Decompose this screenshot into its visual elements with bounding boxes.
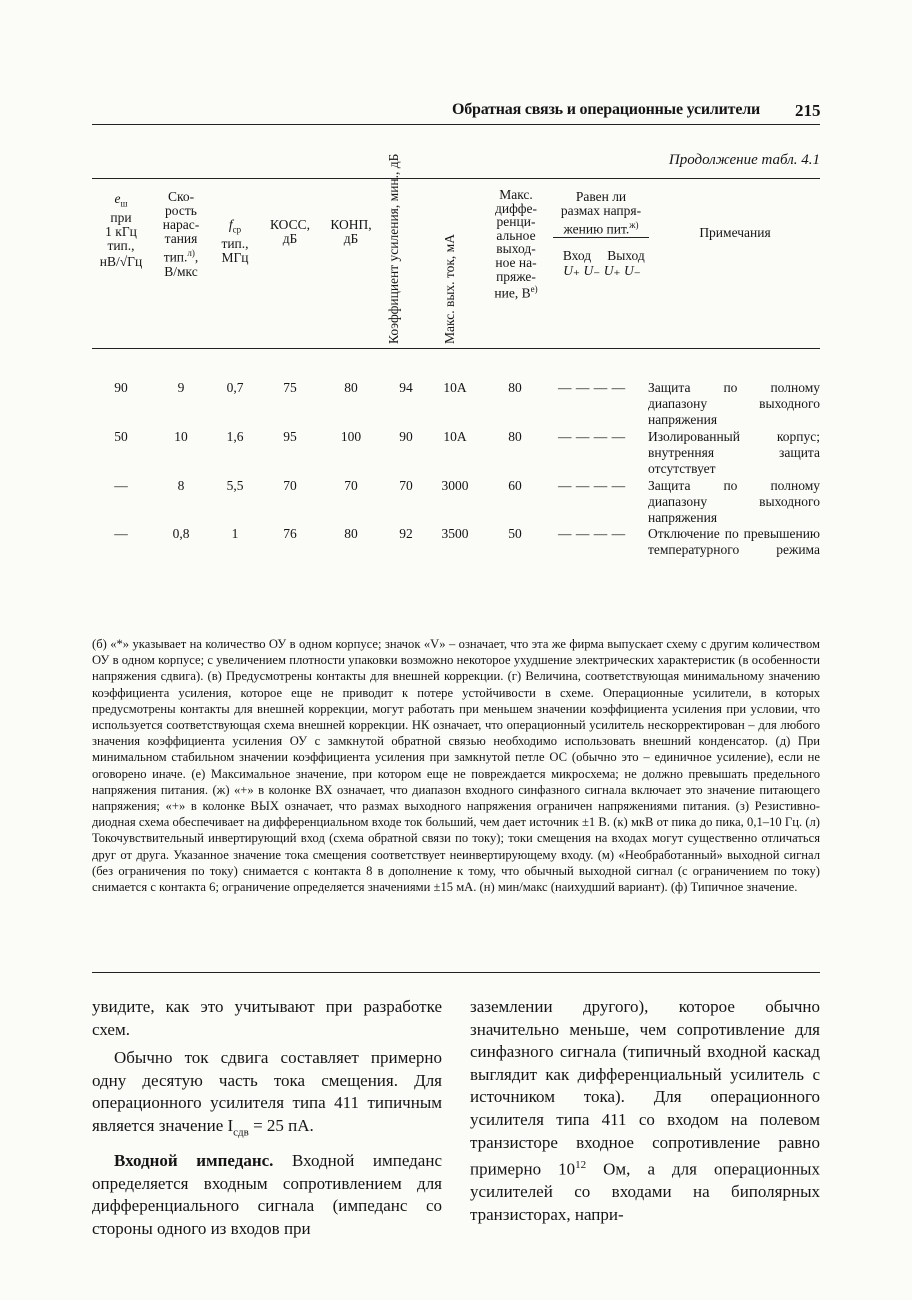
paragraph: заземлении другого), которое обычно значительно меньше, чем сопротивление для синфазного сигнала (типичный входной каскад выглядит как дифференциальный усилитель с источником тока). Для операционного усилителя типа 411 со входом на полевом транзисторе входное сопротивление равно примерно $10^{12}$ Ом, а для операционных усилителей со входами на биполярных транзисторах, напри- — [470, 997, 820, 1224]
cell-cmrr: 76 — [283, 526, 297, 541]
cell-swing: — — — — — [558, 429, 626, 444]
cell-cmrr: 70 — [283, 478, 297, 493]
paragraph: Входной импеданс. Входной импеданс определяется входным сопротивлением для дифференциального сигнала (импеданс со стороны одного из входов при — [92, 1150, 442, 1238]
cell-cmrr: 95 — [283, 429, 297, 444]
cell-psrr: 80 — [344, 380, 358, 395]
cell-cmrr: 75 — [283, 380, 297, 395]
col-notes-header: Примечания — [699, 225, 771, 240]
cell-vdiff: 80 — [508, 380, 522, 395]
cell-swing: — — — — — [558, 380, 626, 395]
body-column-left — [92, 996, 442, 1240]
paragraph: увидите, как это учитывают при разработке схем. — [92, 997, 442, 1039]
cell-slew: 0,8 — [172, 526, 190, 541]
col-iout-header: Макс. вых. ток, мА — [442, 234, 457, 344]
cell-note: Изолированный корпус; внутренняя защита отсутствует — [648, 429, 820, 477]
cell-gain: 94 — [399, 380, 413, 395]
cell-psrr: 70 — [344, 478, 358, 493]
col-fcp-header: $f_{ср}$ тип., МГц — [221, 217, 249, 265]
cell-fcp: 5,5 — [226, 478, 244, 493]
cell-note: Отключение по превышению температурного режима — [648, 526, 820, 558]
header-rule — [92, 124, 820, 125]
body-column-right — [470, 996, 820, 1227]
cell-iout: 10А — [443, 429, 467, 444]
col-swing-header: Равен ли размах напря- жению пит.$^{ж)}$ — [560, 189, 642, 237]
cell-swing: — — — — — [558, 478, 626, 493]
cell-noise: 90 — [114, 380, 128, 395]
table-continuation-caption: Продолжение табл. 4.1 — [668, 152, 820, 168]
cell-note: Защита по полному диапазону выходного напряжения — [648, 380, 820, 428]
col-cmrr-header: КОСС, дБ — [270, 217, 310, 246]
col-swing-in: Вход — [562, 248, 592, 263]
col-vdiff-header: Макс. диффе- ренци- альное выход- ное на- пряже- ние, $В^{е)}$ — [494, 187, 538, 301]
cell-vdiff: 80 — [508, 429, 522, 444]
cell-noise: — — [114, 526, 128, 541]
cell-note: Защита по полному диапазону выходного напряжения — [648, 478, 820, 526]
section-heading: Входной импеданс. — [114, 1150, 274, 1170]
cell-gain: 92 — [399, 526, 413, 541]
cell-vdiff: 50 — [508, 526, 522, 541]
cell-gain: 90 — [399, 429, 413, 444]
running-head-title: Обратная связь и операционные усилители — [452, 101, 761, 118]
table-footnotes: (б) «*» указывает на количество ОУ в одном корпусе; значок «V» – означает, что эта же фирма выпускает схему с другим количеством ОУ в одном корпусе; с увеличением плотности упаковки возможно некоторое ухудшение электрических характеристик (в особенности напряжения сдвига). (в) Предусмотрены контакты для внешней коррекции. (г) Величина, соответствующая минимальному значению коэффициента усиления, которое еще не приводит к потере устойчивости в схеме. Операционные усилители, в которых предусмотрены контакты для внешней коррекции, могут работать при меньшем значении коэффициента усиления при условии, что используется соответствующая схема внешней коррекции. НК означает, что операционный усилитель нескорректирован – для любого значения коэффициента усиления ОУ с замкнутой обратной связью необходимо использовать внешний конденсатор. (д) При минимальном стабильном значении коэффициента усиления при замкнутой петле ОС (обычно это – единичное усиление), если не оговорено иначе. (е) Максимальное значение, при котором еще не повреждается микросхема; не должно превышать предельного напряжения питания. (ж) «+» в колонке ВХ означает, что диапазон входного синфазного сигнала включает это значение питающего напряжения; «+» в колонке ВЫХ означает, что размах выходного напряжения ограничен напряжениями питания. (з) Резистивно-диодная схема обеспечивает на дифференциальном входе ток больший, чем дает источник ±1 В. (к) мкВ от пика до пика, 0,1–10 Гц. (л) Токочувствительный инвертирующий вход (схема обратной связи по току); токи смещения на входах могут существенно отличаться друг от друга. Указанное значение тока смещения соответствует неинвертирующему входу. (м) «Необработанный» выходной сигнал (без ограничения по току) снимается с контакта 8 в дополнение к тому, что обычный выходной сигнал (с ограничением по току) снимается с контакта 6; ограничение определяется значениями ±15 мА. (н) мин/макс (наихудший вариант). (ф) Типичное значение. — [92, 637, 820, 895]
cell-fcp: 1,6 — [226, 429, 244, 444]
cell-noise: — — [114, 478, 128, 493]
col-gain-header: Коэффициент усиления, мин., дБ — [386, 153, 401, 344]
footnotes-bottom-rule — [92, 972, 820, 973]
col-swing-out: Выход — [607, 248, 645, 263]
cell-fcp: 0,7 — [226, 380, 244, 395]
cell-noise: 50 — [114, 429, 128, 444]
cell-slew: 8 — [177, 478, 185, 493]
cell-fcp: 1 — [231, 526, 239, 541]
col-psrr-header: КОНП, дБ — [330, 217, 372, 246]
cell-swing: — — — — — [558, 526, 626, 541]
cell-slew: 10 — [174, 429, 188, 444]
cell-iout: 3500 — [441, 526, 469, 541]
cell-psrr: 80 — [344, 526, 358, 541]
paragraph: Обычно ток сдвига составляет примерно одну десятую часть тока смещения. Для операционного усилителя типа 411 типичным является значение $I_{сдв} = 25$ пА. — [92, 1048, 442, 1139]
col-swing-subheads: U₊ U₋ U₊ U₋ — [563, 263, 641, 278]
cell-vdiff: 60 — [508, 478, 522, 493]
col-noise-header: $e_ш$ при 1 кГц тип., нВ/√Гц — [99, 191, 143, 269]
cell-gain: 70 — [399, 478, 413, 493]
cell-iout: 3000 — [441, 478, 469, 493]
col-slew-header: Ско- рость нарас- тания тип.$^{л)}$, В/мкс — [162, 189, 200, 279]
table-header-rule — [92, 348, 820, 349]
swing-subrule — [553, 237, 649, 238]
page-number: 215 — [795, 101, 821, 120]
table-top-rule — [92, 178, 820, 179]
cell-iout: 10А — [443, 380, 467, 395]
cell-slew: 9 — [177, 380, 185, 395]
cell-psrr: 100 — [340, 429, 362, 444]
